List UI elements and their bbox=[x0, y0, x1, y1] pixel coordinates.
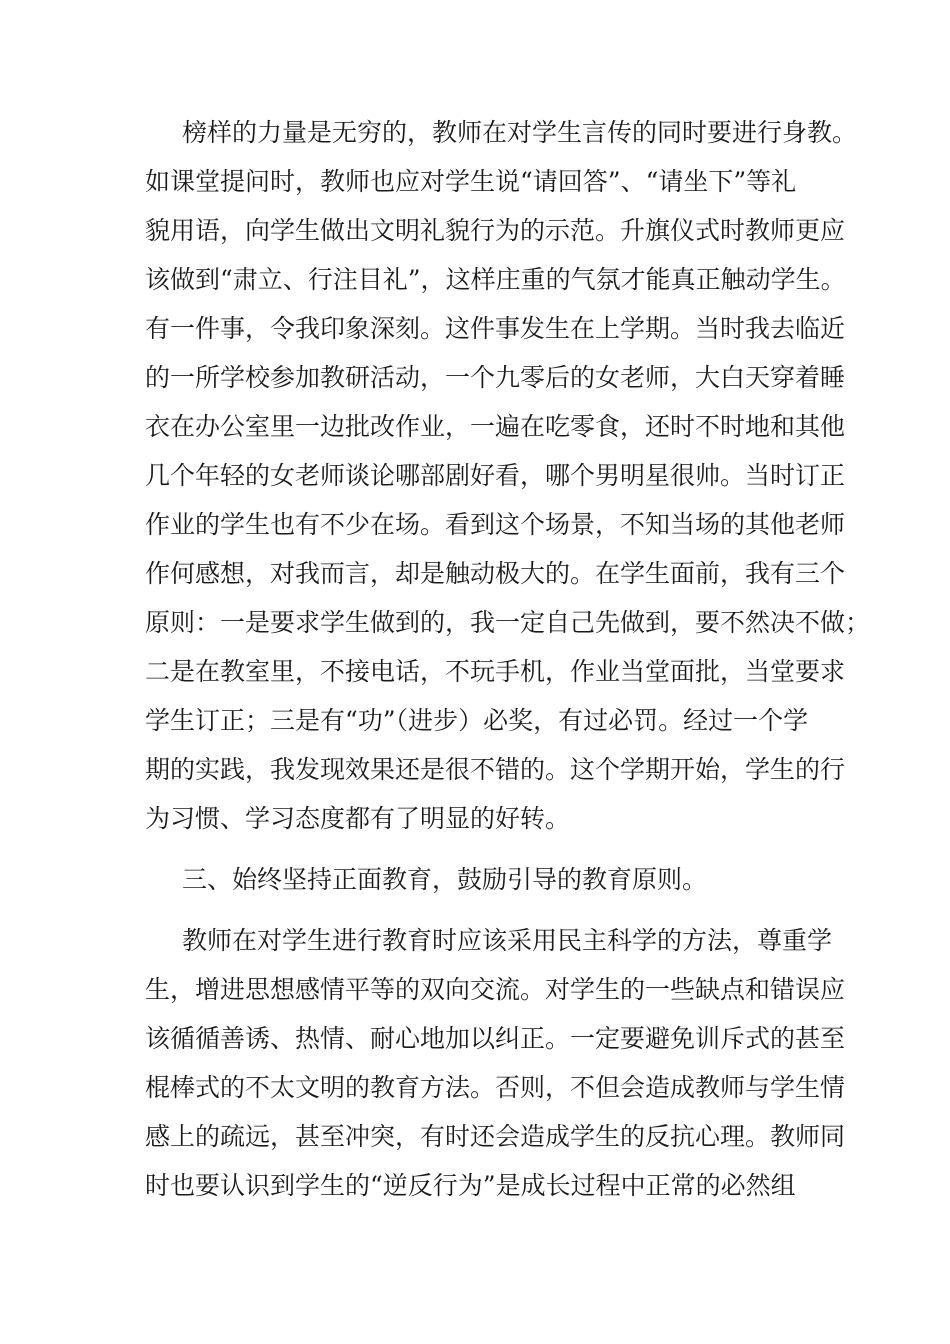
text-line: 该做到“肃立、行注目礼”，这样庄重的气氛才能真正触动学生。 bbox=[145, 265, 846, 294]
text-line: 时也要认识到学生的“逆反行为”是成长过程中正常的必然组 bbox=[145, 1171, 796, 1200]
text-line: 有一件事，令我印象深刻。这件事发生在上学期。当时我去临近 bbox=[145, 314, 846, 343]
text-line: 学生订正；三是有“功”（进步）必奖，有过必罚。经过一个学 bbox=[145, 706, 809, 735]
text-line: 期的实践，我发现效果还是很不错的。这个学期开始，学生的行 bbox=[145, 755, 846, 784]
text-line: 作何感想，对我而言，却是触动极大的。在学生面前，我有三个 bbox=[145, 559, 846, 588]
text-line: 的一所学校参加教研活动，一个九零后的女老师，大白天穿着睡 bbox=[145, 363, 846, 392]
text-line: 该循循善诱、热情、耐心地加以纠正。一定要避免训斥式的甚至 bbox=[145, 1024, 846, 1053]
text-line: 几个年轻的女老师谈论哪部剧好看，哪个男明星很帅。当时订正 bbox=[145, 461, 846, 490]
text-line: 生，增进思想感情平等的双向交流。对学生的一些缺点和错误应 bbox=[145, 975, 846, 1004]
text-line: 榜样的力量是无穷的，教师在对学生言传的同时要进行身教。 bbox=[182, 118, 858, 147]
text-line: 为习惯、学习态度都有了明显的好转。 bbox=[145, 804, 571, 833]
text-line: 如课堂提问时，教师也应对学生说“请回答”、“请坐下”等礼 bbox=[145, 167, 797, 196]
text-line: 作业的学生也有不少在场。看到这个场景，不知当场的其他老师 bbox=[145, 510, 846, 539]
text-line: 教师在对学生进行教育时应该采用民主科学的方法，尊重学 bbox=[182, 926, 833, 955]
text-line: 棍棒式的不太文明的教育方法。否则，不但会造成教师与学生情 bbox=[145, 1073, 846, 1102]
text-line: 衣在办公室里一边批改作业，一遍在吃零食，还时不时地和其他 bbox=[145, 412, 846, 441]
text-line: 貌用语，向学生做出文明礼貌行为的示范。升旗仪式时教师更应 bbox=[145, 216, 846, 245]
section-heading: 三、始终坚持正面教育，鼓励引导的教育原则。 bbox=[182, 865, 708, 894]
text-line: 原则：一是要求学生做到的，我一定自己先做到，要不然决不做； bbox=[145, 608, 871, 637]
text-line: 二是在教室里，不接电话，不玩手机，作业当堂面批，当堂要求 bbox=[145, 657, 846, 686]
text-line: 感上的疏远，甚至冲突，有时还会造成学生的反抗心理。教师同 bbox=[145, 1122, 846, 1151]
